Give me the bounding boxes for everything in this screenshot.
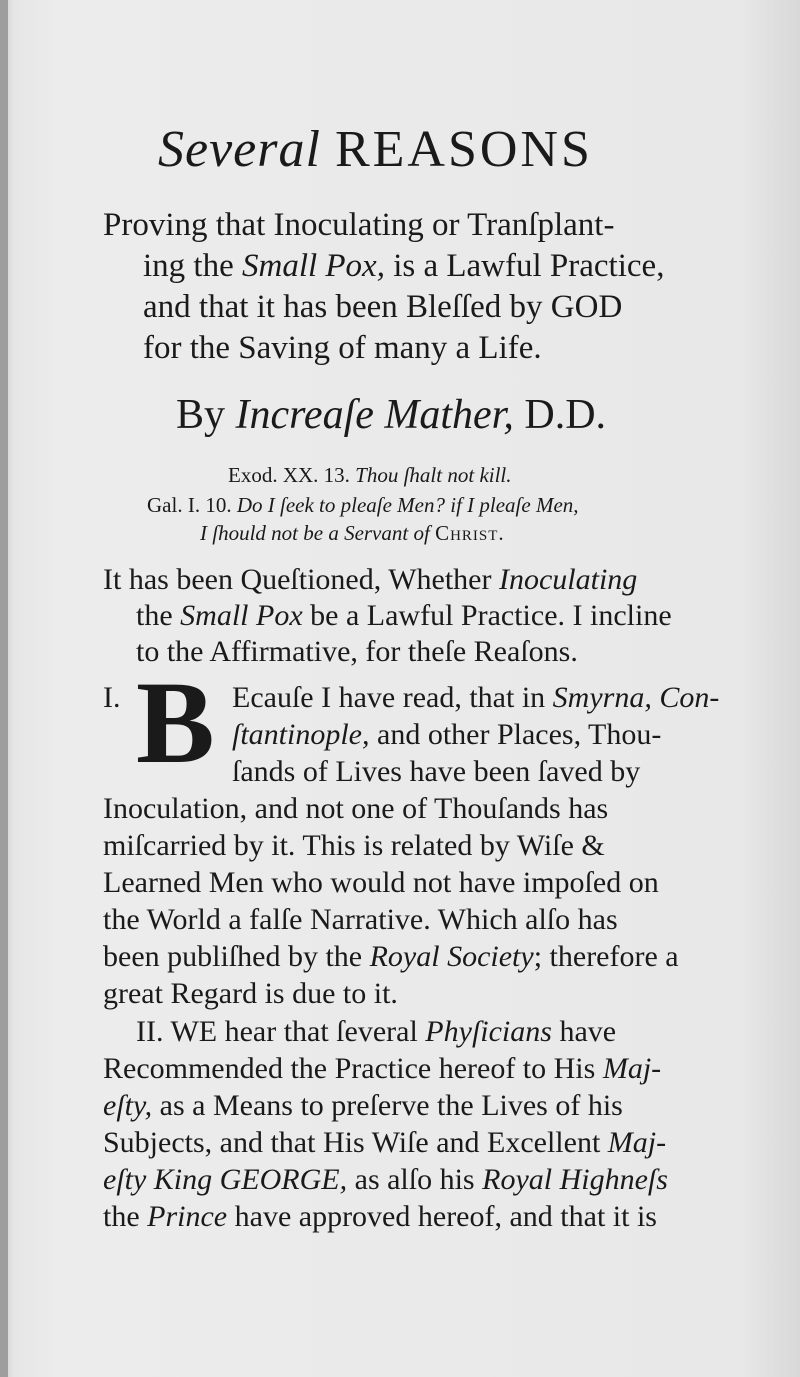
epigraph-galatians bbox=[147, 492, 579, 519]
reason-2-line-6-c: have approved hereof, and that it is bbox=[234, 1200, 657, 1233]
intro-line-2 bbox=[136, 597, 672, 635]
reason-1-line-4: Inoculation, and not one of Thouſands has bbox=[103, 792, 609, 825]
reason-2-line-5 bbox=[103, 1161, 668, 1199]
epigraph-galatians-cont bbox=[200, 520, 505, 547]
drop-cap-b: B bbox=[136, 657, 215, 788]
epigraph-exodus bbox=[228, 462, 512, 489]
intro-line-2-a: the bbox=[136, 599, 173, 632]
intro-inoculating: Inoculating bbox=[498, 563, 638, 596]
intro-line-2-c: be a Lawful Practice. I incline bbox=[310, 599, 672, 632]
epigraph-exodus-ref: Exod. XX. 13. bbox=[228, 463, 350, 487]
page-spine-shadow bbox=[0, 0, 8, 1377]
reason-1-line-8-c: ; therefore a bbox=[533, 940, 679, 973]
reason-2-line-2 bbox=[103, 1050, 661, 1088]
author-by: By bbox=[176, 392, 226, 438]
intro-line-1 bbox=[103, 561, 637, 599]
reason-1-smyrna: Smyrna, Con- bbox=[552, 681, 720, 714]
subtitle-line-2-a: ing the bbox=[143, 248, 234, 284]
reason-1-line-2-b: and other Places, Thou- bbox=[377, 718, 662, 751]
reason-2-royal-highness: Royal Highneſs bbox=[482, 1163, 668, 1196]
reason-2-physicians: Phyſicians bbox=[425, 1015, 552, 1048]
reason-1-line-9: great Regard is due to it. bbox=[103, 977, 398, 1010]
subtitle-line-1: Proving that Inoculating or Tranſplant- bbox=[103, 207, 615, 243]
author-line bbox=[176, 388, 606, 442]
reason-2-line-4 bbox=[103, 1124, 666, 1162]
reason-1-royal-society: Royal Society bbox=[369, 940, 534, 973]
intro-small-pox: Small Pox bbox=[180, 599, 303, 632]
reason-2-prince: Prince bbox=[147, 1200, 228, 1233]
reason-1-constantinople: ſtantinople, bbox=[232, 718, 370, 751]
reason-2-line-6 bbox=[103, 1198, 657, 1236]
reason-1-line-1 bbox=[232, 679, 719, 717]
reason-2-line-3-b: as a Means to preſerve the Lives of his bbox=[159, 1089, 623, 1122]
subtitle-line-4: for the Saving of many a Life. bbox=[143, 330, 542, 366]
reason-1-numeral: I. bbox=[103, 681, 121, 714]
reason-2-line-6-a: the bbox=[103, 1200, 140, 1233]
reason-1-line-8-a: been publiſhed by the bbox=[103, 940, 363, 973]
reason-2-king-george: eſty King GEORGE, bbox=[103, 1163, 348, 1196]
reason-2-majesty-2: Maj- bbox=[607, 1126, 667, 1159]
epigraph-galatians-text-1: Do I ſeek to pleaſe Men? if I pleaſe Men, bbox=[236, 493, 579, 517]
subtitle bbox=[103, 205, 673, 369]
reason-1-line-2 bbox=[232, 716, 661, 754]
subtitle-line-2-b: is a Lawful Practice, bbox=[393, 248, 665, 284]
page-title bbox=[158, 118, 593, 182]
epigraph-galatians-ref: Gal. I. 10. bbox=[147, 493, 232, 517]
author-name: Increaſe Mather, bbox=[235, 392, 514, 438]
reason-2-line-2-a: Recommended the Practice hereof to His bbox=[103, 1052, 596, 1085]
reason-1-line-1-a: Ecauſe I have read, that in bbox=[232, 681, 546, 714]
intro-line-1-a: It has been Queſtioned, Whether bbox=[103, 563, 492, 596]
reason-2-majesty-1: Maj- bbox=[602, 1052, 662, 1085]
subtitle-line-3: and that it has been Bleſſed by GOD bbox=[143, 289, 623, 325]
intro-line-3: to the Affirmative, for theſe Reaſons. bbox=[136, 635, 578, 668]
reason-2-esty: eſty, bbox=[103, 1089, 153, 1122]
reason-2-line-3 bbox=[103, 1087, 623, 1125]
subtitle-small-pox: Small Pox, bbox=[241, 248, 385, 284]
reason-1-line-8 bbox=[103, 938, 679, 976]
epigraph-exodus-text: Thou ſhalt not kill. bbox=[355, 463, 512, 487]
epigraph-galatians-text-2: I ſhould not be a Servant of bbox=[200, 521, 430, 545]
reason-1-line-5: miſcarried by it. This is related by Wiſe & bbox=[103, 829, 605, 862]
reason-1-line-3: ſands of Lives have been ſaved by bbox=[232, 755, 641, 788]
epigraph-christ: Christ. bbox=[435, 521, 505, 545]
author-degree: D.D. bbox=[524, 392, 607, 438]
reason-2-line-1-c: have bbox=[559, 1015, 617, 1048]
title-word-several: Several bbox=[158, 121, 321, 178]
title-word-reasons: REASONS bbox=[334, 121, 593, 178]
reason-2-line-1-a: II. WE hear that ſeveral bbox=[136, 1015, 418, 1048]
reason-1-line-6: Learned Men who would not have impoſed on bbox=[103, 866, 659, 899]
reason-2-line-1 bbox=[136, 1013, 616, 1051]
subtitle-line-2 bbox=[103, 246, 673, 287]
reason-2-line-5-b: as alſo his bbox=[354, 1163, 475, 1196]
reason-1-line-7: the World a falſe Narrative. Which alſo has bbox=[103, 903, 618, 936]
reason-2-line-4-a: Subjects, and that His Wiſe and Excellent bbox=[103, 1126, 601, 1159]
